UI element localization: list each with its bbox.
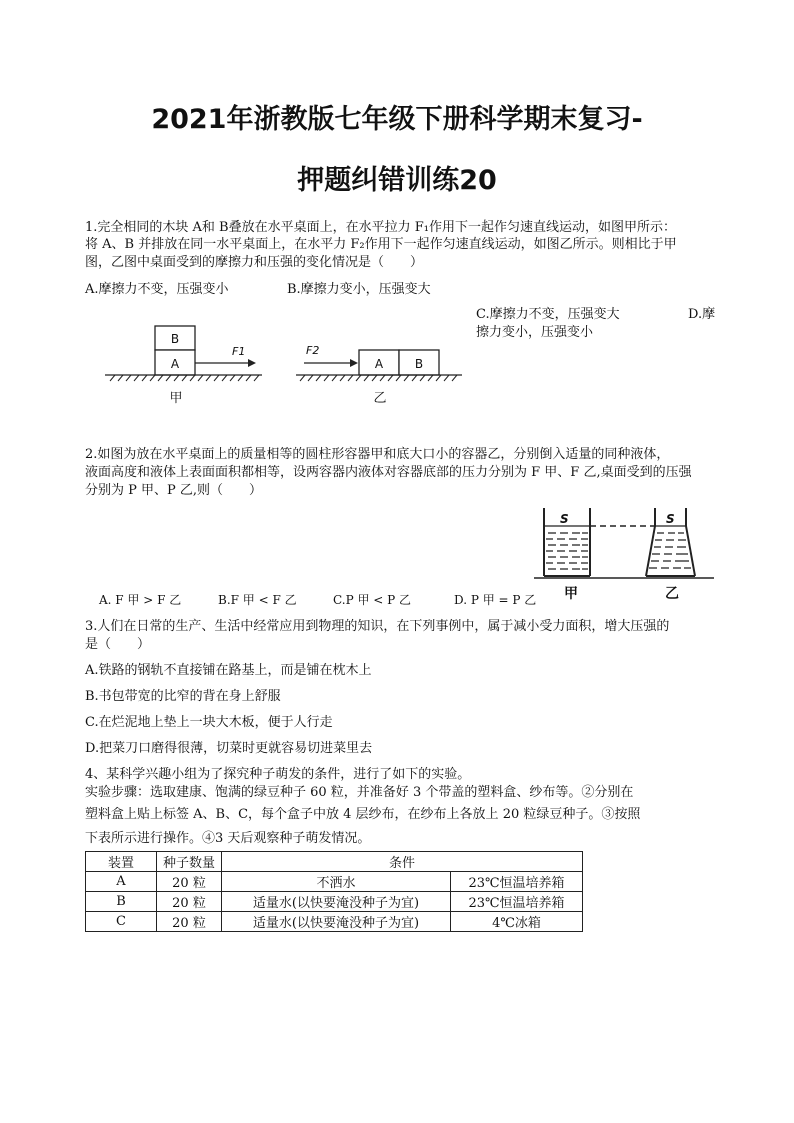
table-cell: 20 粒 — [157, 872, 222, 892]
q2-option-a: A. F 甲 > F 乙 — [99, 593, 182, 607]
table-row — [86, 872, 583, 892]
table-cell: 不洒水 — [222, 872, 451, 892]
q3-option-c: C.在烂泥地上垫上一块大木板，便于人行走 — [85, 715, 333, 730]
area-label-s-right: S — [666, 512, 675, 526]
q1-option-b: B.摩擦力变小，压强变大 — [287, 282, 431, 297]
table-cell: A — [86, 872, 157, 892]
q3-stem-line1: 3.人们在日常的生产、生活中经常应用到物理的知识，在下列事例中，属于减小受力面积，增大压强的 — [85, 619, 670, 634]
q1-stem-line3: 图，乙图中桌面受到的摩擦力和压强的变化情况是（ ） — [85, 255, 424, 270]
q1-figure-yi — [292, 318, 467, 408]
table-header-row — [86, 852, 583, 872]
q3-stem-line2: 是（ ） — [85, 637, 151, 652]
q3-option-a: A.铁路的钢轨不直接铺在路基上，而是铺在枕木上 — [85, 663, 372, 678]
q2-containers-figure — [530, 506, 720, 604]
q4-stem-line1: 4、某科学兴趣小组为了探究种子萌发的条件，进行了如下的实验。 — [85, 767, 471, 782]
q1-option-c: C.摩擦力不变，压强变大 — [476, 307, 620, 322]
table-cell: 20 粒 — [157, 912, 222, 932]
q4-stem-line3: 塑料盒上贴上标签 A、B、C，每个盒子中放 4 层纱布，在纱布上各放上 20 粒绿豆种子。③按照 — [85, 807, 641, 822]
q1-figure-jia — [100, 318, 270, 408]
q1-option-a: A.摩擦力不变，压强变小 — [85, 282, 229, 297]
table-row — [86, 892, 583, 912]
q1-stem-line2: 将 A、B 并排放在同一水平桌面上，在水平力 F₂作用下一起作匀速直线运动，如图乙所示。则相比于甲 — [85, 237, 677, 252]
table-cell: B — [86, 892, 157, 912]
block-a-label: A — [374, 357, 384, 371]
table-cell: C — [86, 912, 157, 932]
q3-option-b: B.书包带宽的比窄的背在身上舒服 — [85, 689, 281, 704]
table-row — [86, 912, 583, 932]
table-cell: 23℃恒温培养箱 — [451, 892, 583, 912]
table-cell: 4℃冰箱 — [451, 912, 583, 932]
caption-yi: 乙 — [373, 391, 387, 406]
table-cell: 适量水(以快要淹没种子为宜) — [222, 912, 451, 932]
table-cell: 适量水(以快要淹没种子为宜) — [222, 892, 451, 912]
force-f2-label: F2 — [306, 344, 320, 357]
table-cell: 23℃恒温培养箱 — [451, 872, 583, 892]
q3-option-d: D.把菜刀口磨得很薄，切菜时更就容易切进菜里去 — [85, 741, 373, 756]
block-b-label: B — [414, 357, 424, 371]
header-cell-device: 装置 — [86, 852, 157, 872]
q2-stem-line3: 分别为 P 甲、P 乙,则（ ） — [85, 483, 263, 498]
caption-jia: 甲 — [564, 586, 578, 602]
q1-option-d-cont: 擦力变小，压强变小 — [476, 325, 594, 340]
table-cell: 20 粒 — [157, 892, 222, 912]
force-f1-label: F1 — [232, 345, 246, 358]
q4-stem-line4: 下表所示进行操作。④3 天后观察种子萌发情况。 — [85, 831, 371, 846]
caption-jia: 甲 — [169, 391, 183, 406]
q4-stem-line2: 实验步骤：选取建康、饱满的绿豆种子 60 粒，并准备好 3 个带盖的塑料盒、纱布等。②分别在 — [85, 785, 634, 800]
q2-option-b: B.F 甲 < F 乙 — [218, 593, 297, 607]
q2-option-c: C.P 甲 < P 乙 — [333, 593, 412, 607]
area-label-s-left: S — [560, 512, 569, 526]
doc-title-line1: 2021年浙教版七年级下册科学期末复习- — [151, 104, 643, 135]
doc-title-line2: 押题纠错训练20 — [297, 165, 497, 196]
q1-stem-line1: 1.完全相同的木块 A和 B叠放在水平桌面上，在水平拉力 F₁作用下一起作匀速直线运动，如图甲所示： — [85, 220, 676, 235]
q2-stem-line2: 液面高度和液体上表面面积都相等，设两容器内液体对容器底部的压力分别为 F 甲、F 乙,桌面受到的压强 — [85, 465, 692, 480]
germination-experiment-table — [85, 851, 583, 932]
block-a-label: A — [170, 357, 180, 371]
caption-yi: 乙 — [665, 586, 679, 602]
q1-option-d: D.摩 — [688, 307, 716, 322]
header-cell-conditions: 条件 — [222, 852, 583, 872]
q2-option-d: D. P 甲 = P 乙 — [454, 593, 537, 607]
block-b-label: B — [170, 332, 180, 346]
header-cell-seed-count: 种子数量 — [157, 852, 222, 872]
q2-stem-line1: 2.如图为放在水平桌面上的质量相等的圆柱形容器甲和底大口小的容器乙，分别倒入适量的同种液体， — [85, 447, 670, 462]
